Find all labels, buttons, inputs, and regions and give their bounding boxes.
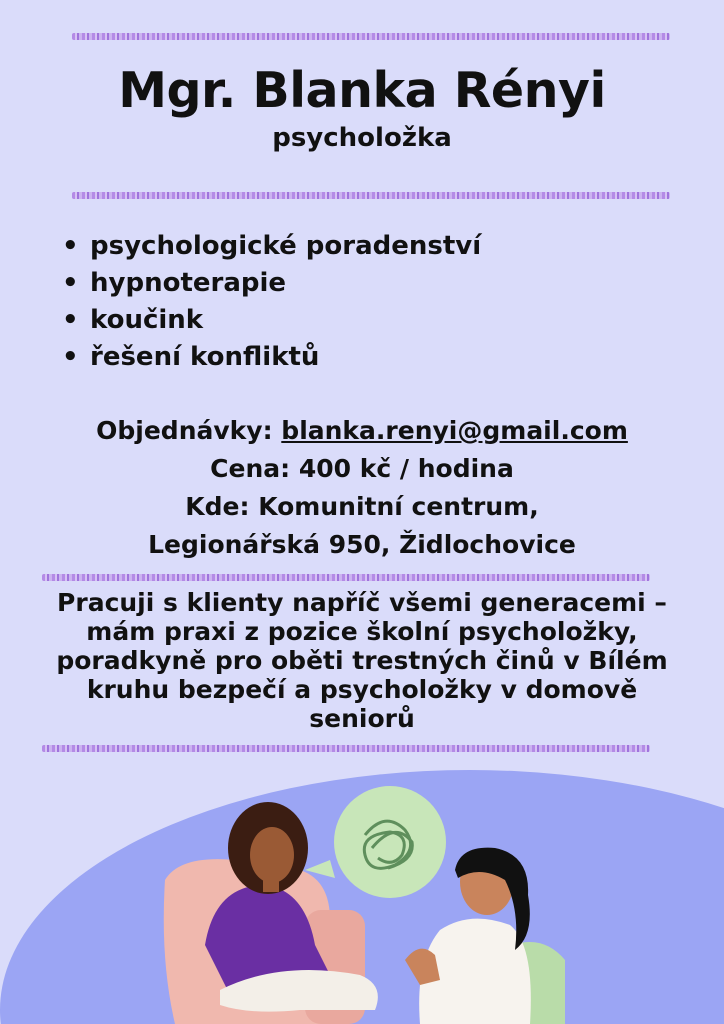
bullet-icon: • xyxy=(62,231,79,261)
contact-block xyxy=(0,412,724,564)
services-list xyxy=(62,228,481,376)
location-line-2: Legionářská 950, Židlochovice xyxy=(148,530,576,559)
service-label: psychologické poradenství xyxy=(90,231,482,261)
location-line-1: Kde: Komunitní centrum, xyxy=(185,492,539,521)
orders-label: Objednávky: xyxy=(96,416,273,445)
about-bottom-divider xyxy=(42,745,650,752)
service-label: koučink xyxy=(90,305,204,335)
list-item xyxy=(62,265,481,302)
email-link[interactable]: blanka.renyi@gmail.com xyxy=(281,416,628,445)
about-text: Pracuji s klienty napříč všemi generacemi – mám praxi z pozice školní psycholožky, poradkyně pro oběti trestných činů v Bílém kruhu bezpečí a psycholožky v domově seniorů xyxy=(56,588,668,733)
service-label: hypnoterapie xyxy=(90,268,287,298)
thought-bubble xyxy=(334,786,446,898)
client-neck xyxy=(263,878,279,892)
therapy-illustration xyxy=(0,760,724,1024)
orders-row xyxy=(0,412,724,450)
bullet-icon: • xyxy=(62,268,79,298)
header-divider xyxy=(72,192,670,199)
bullet-icon: • xyxy=(62,342,79,372)
service-label: řešení konfliktů xyxy=(90,342,320,372)
page-title: Mgr. Blanka Rényi xyxy=(118,62,606,119)
list-item xyxy=(62,302,481,339)
bullet-icon: • xyxy=(62,305,79,335)
list-item xyxy=(62,339,481,376)
client-face xyxy=(250,827,294,883)
profession-subtitle: psycholožka xyxy=(272,123,452,153)
top-divider xyxy=(72,33,670,40)
about-top-divider xyxy=(42,574,650,581)
list-item xyxy=(62,228,481,265)
price-row: Cena: 400 kč / hodina xyxy=(210,454,514,483)
